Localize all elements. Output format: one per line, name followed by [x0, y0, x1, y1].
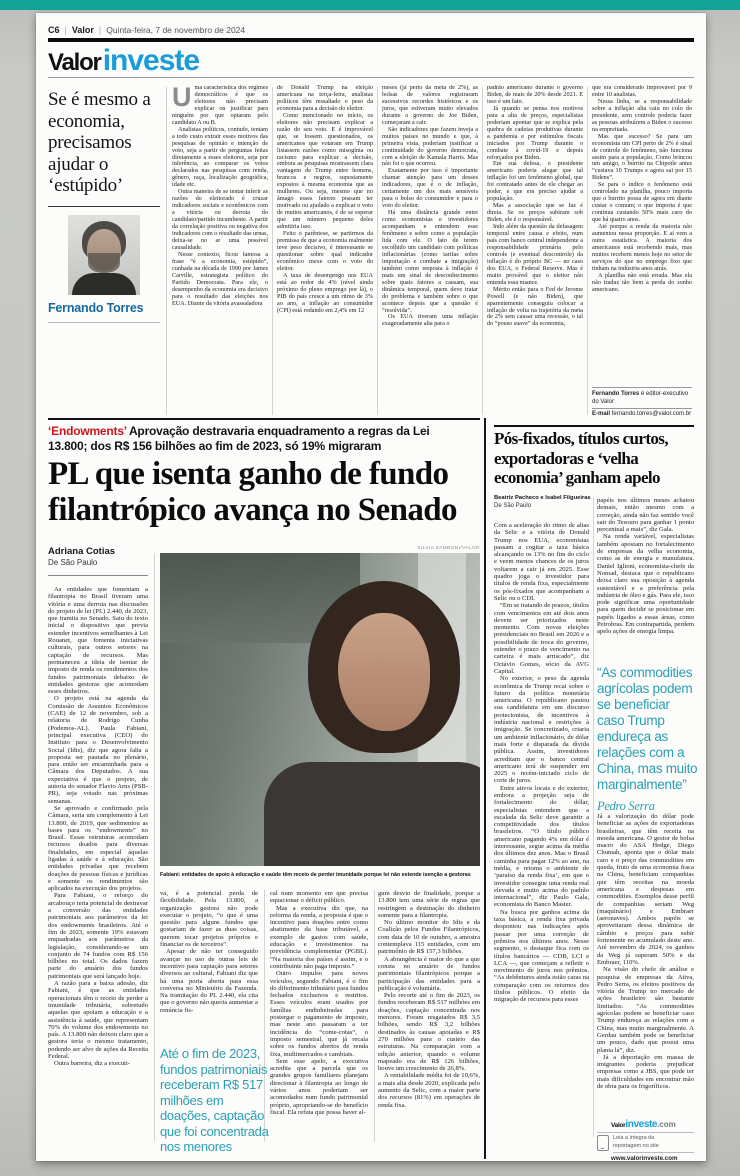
markets-column-2-lower: Já a valorização do dólar pode beneficiar as ações de exportadoras brasileiras, que têm receita na moeda americana. O gestor de bolsa macro do ASA Hedge, Diego Chumah, aponta que o dólar mais caro e o preço das commodities em queda, fruto de uma economia fraca na China, beneficiam companhias que têm receitas na moeda americana e despesas em commodities. Exemplos desse perfil de companhias seriam Weg (maquinário) e Embraer (aeronaves). Ambos papéis se aproveitaram dessa dinâmica de câmbio e preços para subir fortemente no acumulado deste ano. Até novembro de 2024, os ganhos da Weg já superam 50% e da Embraer, 110%. Na visão do chefe de análise e pesquisa de empresas da Ativa, Pedro Serra, os efeitos positivos da vitória de Trump no mercado de ações brasileiro são bastante limitados. “As commodities agrícolas podem se beneficiar caso Trump endureça as relações com a China, mas muito marginalmente. A Gerdau também pode se beneficiar um pouco, dado que possui uma planta lá”, diz. Já a deportação em massa de imigrantes poderia prejudicar empresas como a JBS, que pode ter mais dificuldades em encontrar mão de obra para os frigoríficos.	[597, 813, 694, 1090]
header-divider: |	[98, 25, 102, 35]
divider	[48, 206, 160, 207]
oped-column-5: que era considerado improvável por 9 entre 10 analistas. Nessa linha, se a responsabilidade sobre a inflação alta caiu no colo do presidente, sem controle poderia fazer as pessoas atribuírem a Biden o sucesso na empreitada. Mas que sucesso? Se para um economista um CPI perto de 2% é sinal de controle do fenômeno, não funciona assim para a população. Como brincou um amigo, o burrito na Chipotle antes “custava 10 Trumps e agora sai por 15 Bidens”. Se para o índice o fenômeno está controlado na planilha, pouco importa que o burrito possa de agora em diante custar o comum; o que importa é que continua custando 50% mais caro do que há quatro anos. Até porque a renda da maioria não aumentou nessa proporção. E aí vem a outra estatística. A maioria dos americanos está recebendo mais, mas muitos recebem menos hoje no setor de serviços do que no emprego fixo que tinham na indústria anos atrás. A planilha não está errada. Mas ela não traduz tão bem a perda do sonho americano.	[592, 85, 692, 293]
footer-url: www.valorinveste.com	[611, 1155, 678, 1162]
byline-rule	[48, 575, 148, 576]
drop-cap: U	[172, 85, 192, 112]
byline-author: Adriana Cotias	[48, 546, 116, 557]
logo-com: .com	[657, 1120, 676, 1129]
top-teal-bar	[0, 0, 740, 10]
logo-valor: Valor	[611, 1122, 626, 1129]
article-column-3: cal num momento em que precisa equacionar o déficit público. Mas a executiva diz que, na reforma da renda, a proposta é que o incentivo para doações entre como abatimento da base tributável, a exemplo de gastos com saúde, educação e investimentos na previdência complementar (PGBL). “Na maioria dos países é assim, e o contribuinte não paga imposto.” Outro impulso para novos veículos, segundo Fabiani, é o fim do diferimento tributário para fundos fechados exclusivos e restritos. Esses veículos eram usados por famílias endinheiradas para postergar o pagamento de imposto, mas neste ano passaram a ter incidência do “come-cotas”, o imposto semestral, que já recaía sobre os fundos abertos de renda fixa, multimercados e cambiais. Sem esse apelo, a executiva acredita que a parcela que os grandes grupos familiares planejam direcionar à filantropia ao longo de vários anos poderiam ser acomodados num fundo patrimonial próprio, apropriando-se do benefício fiscal. Ela refuta que possa haver al-	[270, 890, 368, 1116]
footer-note-line1: Leia a íntegra da	[613, 1135, 655, 1141]
column-rule	[587, 87, 588, 415]
photo-face-shape	[338, 613, 430, 731]
column-rule	[377, 87, 378, 415]
masthead-valor: Valor	[48, 49, 101, 76]
oped-headline: Se é mesmo a economia, precisamos ajudar o ‘estúpido’	[48, 89, 151, 196]
oped-column-1-text: ma característica dos regimes democráticos é que os eleitores não precisam explicar ou justificar para ninguém por que optaram pelo candidato A ou B. Analistas políticos, contudo, tentam a todo custo extrair esses motivos das pesquisas de opinião e intenção de voto, seja a partir de perguntas feitas diretamente a esses eleitores, seja por inferência, ao comparar os votos declarados nas pesquisas com renda, gênero, raça, localização geográfica, idade etc. Outra maneira de se tentar inferir as razões do eleitorado é cruzar indicadores sociais e econômicos com a vitória ou derrota do candidato/partido incumbente. A partir da correlação positiva ou negativa dos indicadores com o resultado das urnas, deixa-se no ar uma possível causalidade. Nesse contexto, ficou famosa a frase “é a economia, estúpido”, cunhada na década de 1990 por James Carville, estrategista político do Partido Democrata. Para ele, o desempenho da economia era decisivo para o resultado das eleições nos EUA. Diante da vitória avassaladora	[172, 85, 268, 307]
oped-signature-name: Fernando Torres	[592, 390, 640, 397]
valorinveste-logo	[597, 1119, 694, 1130]
byline-location: De São Paulo	[494, 502, 532, 509]
divider	[48, 322, 160, 323]
byline-authors: Beatriz Pacheco e Isabel Filgueiras	[494, 495, 591, 501]
pull-quote	[597, 665, 698, 814]
endowments-headline: PL que isenta ganho de fundo filantrópico avança no Senado	[48, 456, 457, 528]
endowments-byline	[48, 546, 148, 576]
oped-signature	[592, 385, 692, 418]
endowments-article	[48, 418, 480, 1161]
logo-investe: investe	[625, 1119, 658, 1130]
article-column-1: As entidades que fomentam a filantropia no Brasil tiveram uma vitória e uma derrota nas discussões do projeto de lei (PL) 2.440, de 2023, que tramita no Senado. Saiu do texto inicial o dispositivo que previa estender incentivos semelhantes à Lei Rouanet, que fomenta iniciativas culturais, para outros setores na captação de recursos. Mas permaneceu a ideia de isentar de imposto de renda os rendimentos dos fundos patrimoniais debaixo de entidades gestoras que acomodam esses dinheiros. O projeto está na agenda da Comissão de Assuntos Econômicos (CAE) de 12 de novembro, sob a relatoria de Rodrigo Cunha (Podemos-AL). Paula Fabiani, principal executiva (CEO) do Instituto para o Desenvolvimento Social (Idis), diz que agora falta a proposta ser pautada no plenário, para então ser encaminhada para a Câmara dos Deputados. A sua expectativa é que o projeto, de autoria do senador Flavio Arns (PSB-PR), seja votado nas próximas semanas. Se aprovado e confirmado pela Câmara, seria um complemento à Lei 13.800, de 2019, que sedimentou as bases para os “endowments” no Brasil. Essas estruturas acomodam recursos doados para diversas finalidades, em especial àquelas ligadas à saúde e à educação. São entidades privadas que recebem doações de pessoas físicas e jurídicas e somente os rendimentos são aplicados na execução dos projetos. Para Fabiani, o reforço do arcabouço teria potencial de destravar a conversão das entidades patrimoniais aos parâmetros da lei dos endowments brasileiros. Até o fim de 2023, somente 19% estavam enquadradas aos parâmetros da legislação, considerando-se um conjunto de 74 fundos com R$ 156 bilhões no total. Os dados fazem parte do anuário dos fundos patrimoniais que será lançado hoje. A razão para a baixa adesão, diz Fabiani, é que as entidades operacionais têm o receio de perder a imunidade tributária, sobretudo aquelas que apoiam a educação e a assistência à saúde, que representam 70% do volume dos endowments no país. A 13.800 não deixou claro que a gestora teria o mesmo tratamento, podendo ser alvo de ações da Receita Federal. Outra barreira, diz a executi-	[48, 586, 148, 1068]
photo-jacket-shape	[264, 762, 480, 866]
valor-investe-masthead	[48, 44, 199, 78]
oped-email-label: E-mail	[592, 411, 611, 417]
footer-note-line2: reportagem no site	[613, 1142, 659, 1149]
paula-fabiani-photo	[160, 553, 480, 866]
header-date: Quinta-feira, 7 de novembro de 2024	[106, 25, 246, 35]
header-divider: |	[64, 25, 67, 35]
photo-caption: Fabiani: entidades de apoio à educação e saúde têm receio de perder imunidade porque lei não estende isenção a gestoras	[160, 872, 471, 878]
column-rule	[154, 553, 155, 1141]
footer-note	[613, 1135, 694, 1153]
kicker	[48, 424, 462, 453]
smartphone-icon	[597, 1135, 609, 1151]
section-rule	[494, 425, 694, 427]
oped-signature-role: é editor-executivo do Valor	[592, 390, 689, 405]
pull-quote-text: “As commodities agrícolas podem se beneficiar caso Trump endureça as relações com a China, mas muito marginalmente”	[597, 665, 698, 792]
markets-headline: Pós-fixados, títulos curtos, exportadoras e ‘velha economia’ ganham apelo	[494, 429, 668, 487]
photo-credit: SILVIA ZAMBONI/VALOR	[417, 546, 480, 551]
kicker-tag: ‘Endowments’	[48, 424, 127, 438]
section-rule	[48, 418, 480, 420]
header-rule	[48, 38, 694, 42]
column-rule	[374, 890, 375, 1142]
article-column-2: va, é a potencial perda de flexibilidade. Pela 13.800, a organização gestora não pode executar o projeto, “o que é uma questão para alguns fundos que gostariam de fazer as duas coisas, querem tocar projetos próprios e financiar os de terceiros”. Apesar de não ter conseguido avançar no uso de outras leis de incentivo para captação para setores diversos ao cultural, Fabiani diz que há uma porta aberta para essa conversa no Ministério da Fazenda. Na tramitação do PL 2.440, ela cita que o governo não queria aumentar a renúncia fis-	[160, 890, 258, 1014]
column-rule	[272, 87, 273, 415]
column-rule	[593, 497, 594, 1137]
oped-author-name: Fernando Torres	[48, 300, 144, 315]
pull-quote: Até o fim de 2023, fundos patrimoniais receberam R$ 517 milhões em doações, captação que foi concentrada nos menores	[160, 1046, 269, 1154]
article-column-4: gum desvio de finalidade, porque a 13.800 tem uma série de regras que restringem a destinação do dinheiro somente para a filantropia. No último monitor do Idis e da Coalizão pelos Fundos Filantrópicos, com data de 10 de outubro, a amostra contemplava 115 entidades, com um patrimônio de R$ 157,3 bilhões. A abrangência é maior do que a que consta no anuário de fundos patrimoniais filantrópicos porque a participação das entidades para a publicação é voluntária. Pelo recorte até o fim de 2023, os fundos receberam R$ 517 milhões em doações, captação concentrada nos menores. Foram resgatados R$ 3,5 bilhões, sendo R$ 3,2 bilhões destinados às causas apoiadas e R$ 270 milhões para o custeio das estruturas. Na comparação com a edição anterior, quando o volume mapeado era de R$ 126 bilhões, houve um crescimento de 26,8%. A rentabilidade média foi de 10,6%, a mais alta desde 2020, explicada pelo aumento da Selic, com a maior parte dos recursos (81%) em operações de renda fixa.	[378, 890, 480, 1109]
column-rule	[482, 87, 483, 415]
section-divider	[484, 418, 486, 1159]
column-rule	[166, 87, 167, 415]
photo-beard-shape	[88, 253, 120, 273]
markets-column-2-upper: papéis nos últimos meses achatou demais, então mesmo com a correção, ainda não faz sentido você sair do Tesouro para ganhar 1 ponto percentual a mais”, diz Gala. Na renda variável, especialistas também apostam no fortalecimento de empresas da velha economia, como as de energia e manufatura. Daniel Iglioni, economista-chefe da Nomad, destaca que o republicano deixa claro sua oposição à agenda sustentável e a preferência pela indústria de óleo e gás. Para ele, isso pode significar uma oportunidade para quem decidir se posicionar em papéis ligados a essas áreas, como Petrobras. Em contrapartida, perdem apelo ações de energia limpa.	[597, 497, 694, 636]
oped-email-address: fernando.torres@valor.com.br	[610, 411, 692, 417]
oped-column-3: meses (já perto da meta de 2%), as bolsas de valores registraram sucessivos recordes históricos e os juros, que estiveram muito elevados durante o governo de Joe Biden, começaram a cair. São indicadores que fazem inveja a muitos países no mundo e que, à primeira vista, poderiam justificar a continuidade do governo democrata, com a eleição de Kamala Harris. Mas não foi o que ocorreu. Exatamente por isso é importante chamar atenção para um desses indicadores, que é o de inflação, certamente um dos mais sensíveis para o bolso do consumidor e para o voto do eleitor. Há uma distância grande entre como economistas e investidores acompanham e entendem esse fenômeno e sobre como a população lida com ele. O fato de terem escolhido um candidato com políticas inflacionárias (como tarifas sobre importação e combate a imigração) também como resposta à inflação é mais um sinal de desconhecimento sobre quais fatores a causam, sua dinâmica temporal, quem deve tratar do problema e também sobre o que acontece depois que a questão é “resolvida”. Os EUA tiveram uma inflação exageradamente alta para o	[382, 85, 478, 328]
masthead-rule	[48, 77, 694, 78]
masthead-investe: investe	[102, 44, 200, 77]
markets-byline	[494, 495, 591, 509]
page-header	[48, 25, 694, 35]
valorinveste-footer-box	[597, 1119, 694, 1162]
markets-column-1: Com a aceleração do ritmo de altas da Selic e a vitória de Donald Trump nos EUA, economistas passam a cogitar a taxa básica alcançando os 13% no fim do ciclo e veem menos chances de os juros voltarem a cair já em 2025. Esse quadro joga o investidor para títulos de renda fixa, especialmente os pós-fixados que acompanham a Selic ou o CDI. “Em se tratando de prazos, títulos com vencimentos em até dois anos devem ser priorizados neste momento. Com novas eleições presidenciais no Brasil em 2026 e a possibilidade de troca do governo, estender o prazo de vencimento na carteira é mais arriscado”, diz Octávio Gomes, sócio da AVG Capital. No exterior, o peso da agenda econômica de Trump recai sobre o futuro da política monetária americana. O republicano pautou sua candidatura em um discurso protecionista, de incentivos à indústria nacional e restrições à imigração. Se concretizado, criaria um ambiente inflacionário, de dólar mais forte e disparada da dívida pública. Assim, investidores acreditam que o banco central americano terá de suspender em 2025 o recém-iniciado ciclo de corte de juros. Entre ativos locais e do exterior, embora a projeção seja de fortalecimento do dólar, especialistas entendem que a escalada da Selic deve garantir a competitividade dos títulos brasileiros. “O título público americano pagando 4% em dólar é interessante, segue acima da média dos últimos dez anos. Mas o Brasil caminha para pagar 12% ao ano, na média, e retoma o ambiente de ‘paraíso da renda fixa’, em que o investidor consegue uma renda real elevada e muito acima do padrão internacional”, diz Paulo Gala, economista do Banco Master. Na busca por ganhos acima da taxa básica, a renda fixa privada despontou nas indicações após passar por uma correção de prêmios nos últimos anos. Nesse segmento, o destaque fica com os títulos bancários — CDB, LCI e LCA —, que começam a refletir o movimento de juros nos prêmios. “As debêntures ainda estão caras na comparação com os retornos dos títulos públicos. O efeito da migração de recursos para esses	[494, 522, 589, 1004]
oped-column-1	[172, 85, 268, 418]
photo-shirt-shape	[72, 273, 136, 295]
edition-number: C6	[48, 25, 60, 35]
header-brand: Valor	[71, 25, 94, 35]
fernando-torres-photo	[68, 215, 140, 295]
kicker-text: Aprovação destravaria enquadramento a regras da Lei 13.800; dos R$ 156 bilhões ao fim de 2023, só 19% migraram	[48, 424, 430, 453]
byline-location: De São Paulo	[48, 558, 98, 567]
markets-article	[494, 425, 698, 1162]
oped-section	[48, 85, 694, 418]
newspaper-page	[36, 13, 706, 1161]
oped-column-4: padrão americano durante o governo Biden, de mais de 20% desde 2021. E isso é um fato. Já quando se pensa nos motivos para a alta de preços, especialistas poderiam apontar que se explica pela quebra de cadeias produtivas durante a pandemia e por estímulos fiscais iniciados por Trump durante o combate à covid-19 e depois reforçados por Biden. Em sua defesa, o presidente americano poderia alegar que tal inflação foi um fenômeno global, que foi contratado antes de ele chegar ao poder, e que era preciso ajudar a população. Mas a associação que se faz é direta. Se os preços subiram sob Biden, ele é o responsável. Indo além da questão da defasagem temporal entre causa e efeito, num país com banco central independente a responsabilidade primária pelo controle (e eventual descontrole) da inflação é do próprio BC — no caso dos EUA, o Federal Reserve. Mas é muito provável que o eleitor não entenda essa nuance. Mérito então para o Fed de Jerome Powell (e não Biden), que aparentemente conseguiu colocar a inflação de volta na trajetória da meta de 2% sem causar uma recessão, o tal do “pouso suave” da economia,	[487, 85, 583, 328]
pull-quote-author: Pedro Serra	[597, 799, 655, 813]
oped-column-2: de Donald Trump na eleição americana na terça-feira, analistas políticos têm ressaltado o peso da economia para a decisão do eleitor. Como mencionado no início, os eleitores não precisam explicar a razão do seu voto. E é improvável que, se fossem questionados, os americanos que votaram em Trump listassem razões como misoginia ou racismo para explicar a decisão, embora as pesquisas mostrassem clara vantagem de Trump entre homens, brancos e negros, supostamente expostos à mesma economia que as mulheres. Ou seja, mesmo que no âmago esses fatores possam ter motivado ou ajudado a explicar o voto de muitos americanos, é de se esperar que um número pequeno deles admitiria isso. Feito o parêntese, se partirmos da premissa de que a economia realmente teve peso decisivo, é interessante se questionar sobre qual indicador econômico mexe com o voto do eleitor. A taxa de desemprego nos EUA está ao redor de 4% (nível ainda próximo do pleno emprego por lá), o PIB do país cresce a um ritmo de 3% ao ano, a inflação ao consumidor (CPI) está rodando em 2,4% em 12	[277, 85, 373, 314]
